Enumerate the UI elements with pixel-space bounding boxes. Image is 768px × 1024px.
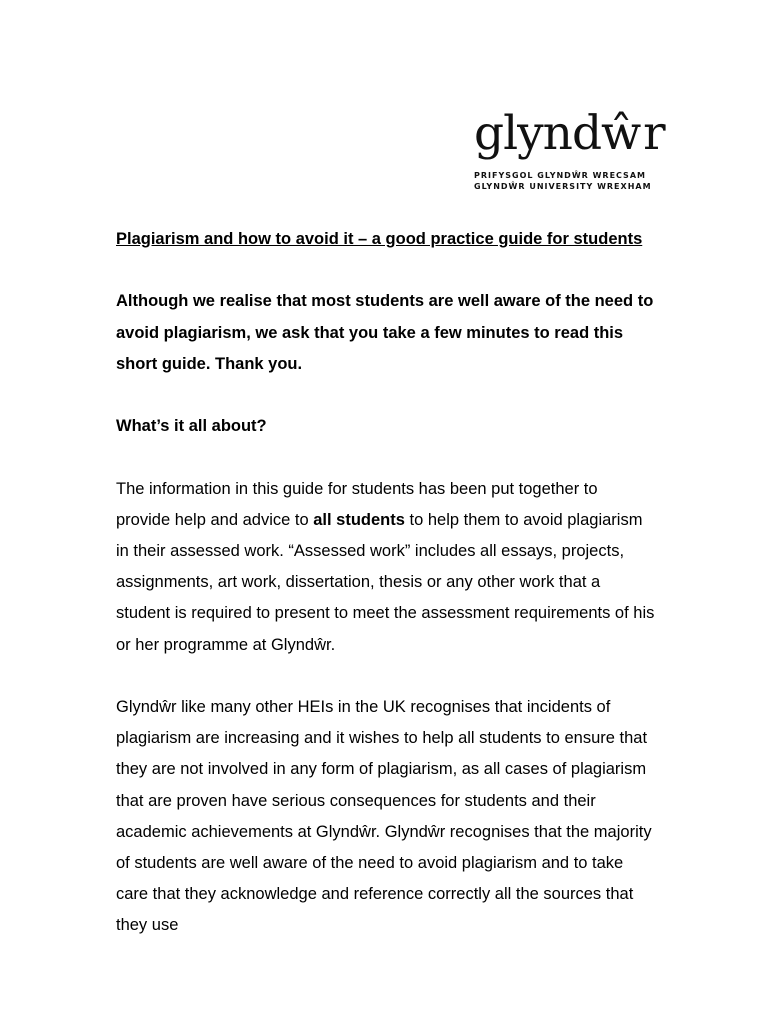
body-paragraph-2: Glyndŵr like many other HEIs in the UK recognises that incidents of plagiarism are increasing and it wishes to help all students to ensure that they are not involved in any form of plagiarism, as all cases of plagiarism that are proven have serious consequences for students and their academic achievements at Glyndŵr. Glyndŵr recognises that the majority of students are well aware of the need to avoid plagiarism and to take care that they acknowledge and reference correctly all the sources that they use bbox=[116, 697, 652, 935]
para-1-emphasis: all students bbox=[313, 510, 405, 529]
intro-paragraph: Although we realise that most students are well aware of the need to avoid plagiarism, we ask that you take a few minutes to read this short guide. Thank you. bbox=[116, 292, 654, 373]
para-1-text-end: to help them to avoid plagiarism in their assessed work. “Assessed work” includes all essays, projects, assignments, art work, dissertation, thesis or any other work that a student is required to present to meet the assessment requirements of his or her programme at Glyndŵr. bbox=[116, 510, 655, 654]
logo-line-english: GLYNDŴR UNIVERSITY WREXHAM bbox=[474, 182, 652, 191]
logo-wordmark: glyndŵr bbox=[474, 106, 665, 161]
document-title: Plagiarism and how to avoid it – a good practice guide for students bbox=[116, 230, 643, 248]
logo-line-welsh: PRIFYSGOL GLYNDŴR WRECSAM bbox=[474, 171, 646, 180]
body-paragraph-1 bbox=[116, 474, 656, 661]
university-logo bbox=[474, 106, 665, 192]
section-heading: What’s it all about? bbox=[116, 417, 267, 436]
document-body bbox=[116, 224, 656, 942]
para-1-text-start: The information in this guide for students has been put together to provide help and advice to bbox=[116, 479, 598, 529]
